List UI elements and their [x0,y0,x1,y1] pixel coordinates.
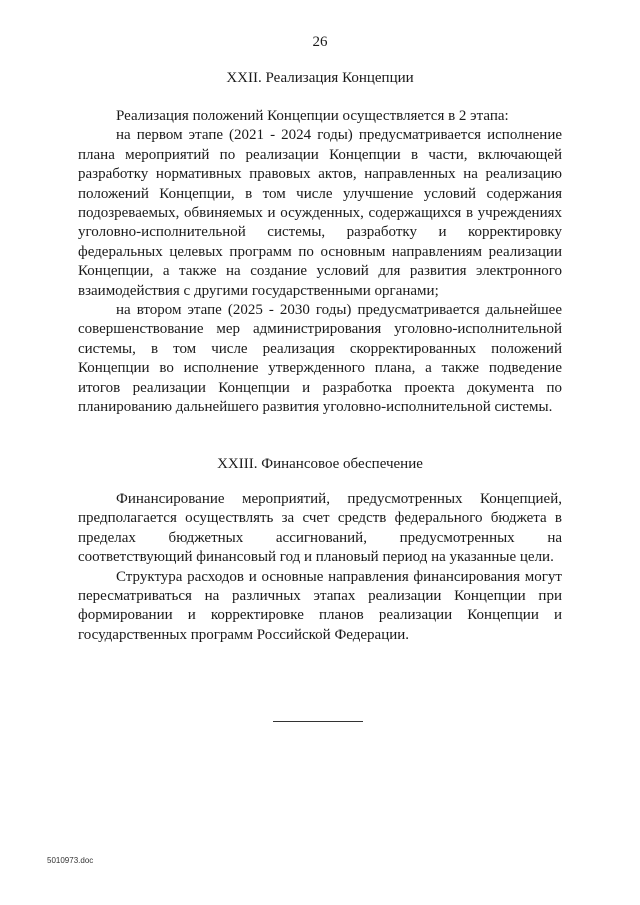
paragraph: на втором этапе (2025 - 2030 годы) предусматривается дальнейшее совершенствование мер администрирования уголовно-исполнительной системы, в том числе реализация скорректированных положений Концепции во исполнение утвержденного плана, а также подведение итогов реализации Концепции и разработка проекта документа по планированию дальнейшего развития уголовно-исполнительной системы. [78,302,562,416]
section-body-financing [78,490,562,645]
paragraph: Реализация положений Концепции осуществляется в 2 этапа: [116,108,509,124]
paragraph: Структура расходов и основные направления финансирования могут пересматриваться на различных этапах реализации Концепции при формировании и корректировке планов реализации Концепции и государственных программ Российской Федерации. [78,568,562,643]
section-title-implementation: XXII. Реализация Концепции [226,70,414,86]
document-file-code: 5010973.doc [47,856,94,865]
section-body-implementation [78,107,562,418]
section-title-financing: XXIII. Финансовое обеспечение [217,456,423,472]
end-of-document-rule [273,721,363,722]
page-number: 26 [312,34,328,50]
paragraph: на первом этапе (2021 - 2024 годы) предусматривается исполнение плана мероприятий по реализации Концепции в части, включающей разработку нормативных правовых актов, направленных на реализацию положений Концепции, в том числе улучшение условий содержания подозреваемых, обвиняемых и осужденных, содержащихся в учреждениях уголовно-исполнительной системы, разработку и корректировку федеральных целевых программ по основным направлениям реализации Концепции, а также на создание условий для развития электронного взаимодействия с другими государственными органами; [78,127,562,299]
paragraph: Финансирование мероприятий, предусмотренных Концепцией, предполагается осуществлять за счет средств федерального бюджета в пределах бюджетных ассигнований, предусмотренных на соответствующий финансовый год и плановый период на указанные цели. [78,491,562,566]
